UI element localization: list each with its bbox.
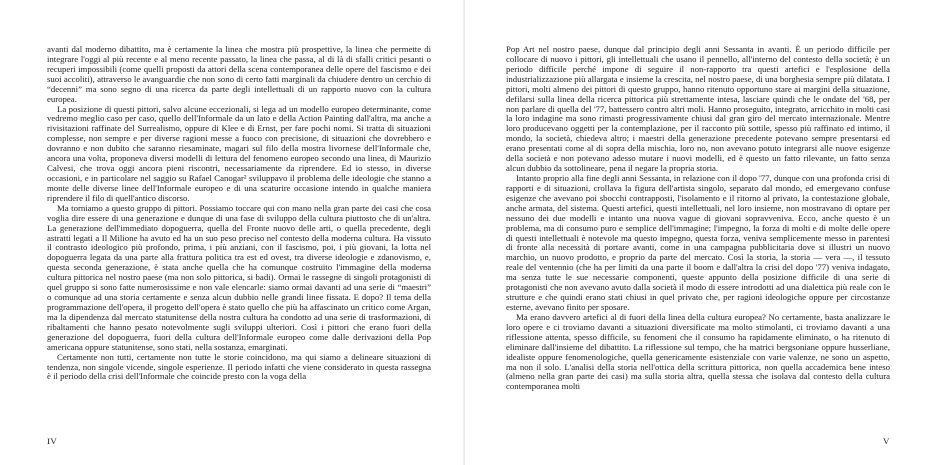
right-page [465,0,930,465]
left-page-text-column [47,45,431,382]
right-page-text-column [506,45,890,392]
paragraph: Pop Art nel nostro paese, dunque dal principio degli anni Sessanta in avanti. È un periodo difficile per collocare di nuovo i pittori, gli intellettuali che usano il pennello, all'interno del contesto della società; è un periodo difficile perché impone di seguire il non-rapporto tra questi artefici e l'esplosione della industrializzazione più allargata e insieme la crescita, nel nostro paese, di una borghesia sempre più dilatata. I pittori, molti almeno dei pittori di questo gruppo, hanno ritenuto opportuno stare ai margini della situazione, defilarsi sulla linea della ricerca pittorica più strettamente intesa, lasciare quindi che le ondate del '68, per non parlare di quella del '77, battessero contro altri moli. Hanno proseguito, integrato, arricchito in molti casi la loro indagine ma sono rimasti progressivamente chiusi dal gran giro del mercato internazionale. Mentre loro producevano oggetti per la contemplazione, per il racconto più sottile, spesso più raffinato ed intimo, il mondo, la società, chiedeva altro; i maestri della generazione precedente potevano sempre presentarsi ed erano presentati come al di sopra della mischia, loro no, non avevano potuto integrarsi alle nuove esigenze della società e non potevano adesso mutare i nuovi modelli, ed è questo un fatto rilevante, un fatto senza alcun dubbio da sottolineare, pena il negare la propria storia. [506,44,890,174]
paragraph: La posizione di questi pittori, salvo alcune eccezionali, si lega ad un modello europeo determinante, come vedremo meglio caso per caso, quello dell'Informale da un lato e della Action Painting dall'altra, ma anche a rivisitazioni raffinate del Surrealismo, oppure di Klee e di Ernst, per fare pochi nomi. Si tratta di situazioni complesse, non sempre e per diverse ragioni messe a fuoco con precisione, di situazioni che dovrebbero e dovranno e non dubito che saranno riesaminate, magari sul filo della mostra livornese dell'Informale che, ancora una volta, proponeva diversi modelli di lettura del fenomeno europeo secondo una linea, di Maurizio Calvesi, che trova oggi ancora pieni riscontri, necessariamente da riprendere. Ed io stesso, in diverse occasioni, e in particolare nel saggio su Rafael Canogar² sviluppavo il problema delle ideologie che stanno a monte delle diverse linee dell'Informale europeo e di una scaturire occasione intendo in qualche maniera riprendere il filo di quell'antico discorso. [47,103,431,203]
paragraph: Ma torniamo a questo gruppo di pittori. Possiamo toccare qui con mano nella gran parte dei casi che cosa voglia dire essere di una generazione e dunque di una fase di sviluppo della cultura piuttosto che di un'altra. La generazione dell'immediato dopoguerra, quella del Fronte nuovo delle arti, o quella precedente, degli astratti legati a Il Milione ha avuto ed ha un suo peso preciso nel contesto della moderna cultura. Ha vissuto il contrasto ideologico più profondo, prima, i più anziani, con il fascismo, poi, i più giovani, la lotta nel dopoguerra legata da una parte alla frattura politica tra est ed ovest, tra diverse ideologie e zdanovismo, e, questa seconda generazione, è stata anche quella che ha comunque costruito l'immagine della moderna cultura pittorica nel nostro paese (ma non solo pittorica, si badi). Ormai le rassegne di singoli protagonisti di quel gruppo si sono fatte numerosissime e non vale elencarle: siamo ormai davanti ad una serie di “maestri” o comunque ad una storia certamente e senza alcun dubbio nelle grandi linee fissata. E dopo? Il tema della programmazione dell'opera, il progetto dell'opera è stato quello che più ha affascinato un critico come Argan, ma la dipendenza dal mercato statunitense della nostra cultura ha condotto ad una serie di trasformazioni, di ribaltamenti che hanno pesato notevolmente sugli sviluppi ulteriori. Così i pittori che erano fuori della generazione del dopoguerra, fuori della cultura dell'Informale europeo come dalle derivazioni della Pop americana oppure statunitense, sono stati, nella sostanza, emarginati. [47,202,431,352]
page-number: V [883,436,890,446]
paragraph: Intanto proprio alla fine degli anni Sessanta, in relazione con il dopo '77, dunque con una profonda crisi di rapporti e di situazioni, crollava la figura dell'artista singolo, separato dal mondo, ed emergevano confuse esigenze che avevano poi sbocchi contrapposti, l'isolamento e il ritorno al privato, la contestazione globale, anche armata, del sistema. Questi artefici, questi intellettuali, nel loro insieme, non mostravano di optare per nessuno dei due modelli e intanto una nuova vague di giovani sopravveniva. Ecco, anche questo è un problema, ma di consumo puro e semplice dell'immagine; l'impegno, la forza di molti e di molte delle opere di questi intellettuali è notevole ma questo impegno, questa forza, veniva semplicemente messo in parentesi di fronte alla necessità di portare avanti, come in una campagna pubblicitaria dove si illustri un nuovo marchio, un nuovo prodotto, e proprio da parte del mercato. Così la storia, la storia — vera —, il tessuto reale del ventennio (che ha per limiti da una parte il boom e dall'altra la crisi del dopo '77) veniva indagato, ma senza tutte le sue necessarie componenti, queste appunto della posizione difficile di una serie di protagonisti che non avevano avuto dalla società il modo di essere introdotti ad una dialettica più reale con le strutture e che quindi erano stati chiusi in quel privato che, per ragioni ideologiche oppure per circostanze esterne, avevano finito per sposare. [506,172,890,312]
paragraph: Ma erano davvero artefici al di fuori della linea della cultura europea? No certamente, basta analizzare le loro opere e ci troviamo davanti a situazioni diversificate ma molto stimolanti, ci troviamo davanti a una riflessione attenta, spesso difficile, su fenomeni che il consumo ha rapidamente eliminato, o ha ritenuto di eliminare dall'insieme del dibattito. La riflessione sul tempo, che ha matrici bergsoniane oppure husserliane, idealiste oppure fenomenologiche, quella genericamente esistenziale con varie valenze, ne sono un aspetto, ma non il solo. L'analisi della storia nell'ottica della scrittura pittorica, non quella accademica bene inteso (almeno nella gran parte dei casi) ma sulla storia altra, quella stessa che isolava dal contesto della cultura contemporanea molti [506,311,890,392]
page-number: IV [47,436,58,446]
paragraph: Certamente non tutti, certamente non tutte le storie coincidono, ma qui siamo a delineare situazioni di tendenza, non singole vicende, singole esperienze. Il periodo infatti che viene considerato in questa rassegna è il periodo della crisi dell'Informale che coincide presto con la voga della [47,351,431,382]
paragraph: avanti dal moderno dibattito, ma è certamente la linea che mostra più prospettive, la linea che permette di integrare l'oggi al più recente e al meno recente passato, la linea che passa, al di là di sfalli critici pesanti o recuperi impossibili (come quelli proposti da attori della scena contemporanea delle opere del fascismo e dei suoi accoliti), attraverso le avanguardie che non sono di certo fatti marginali da chiudere dentro un cerchio di “decenni” ma sono segno di una ricerca da parte degli intellettuali di un rapporto nuovo con la cultura europea. [47,44,431,104]
